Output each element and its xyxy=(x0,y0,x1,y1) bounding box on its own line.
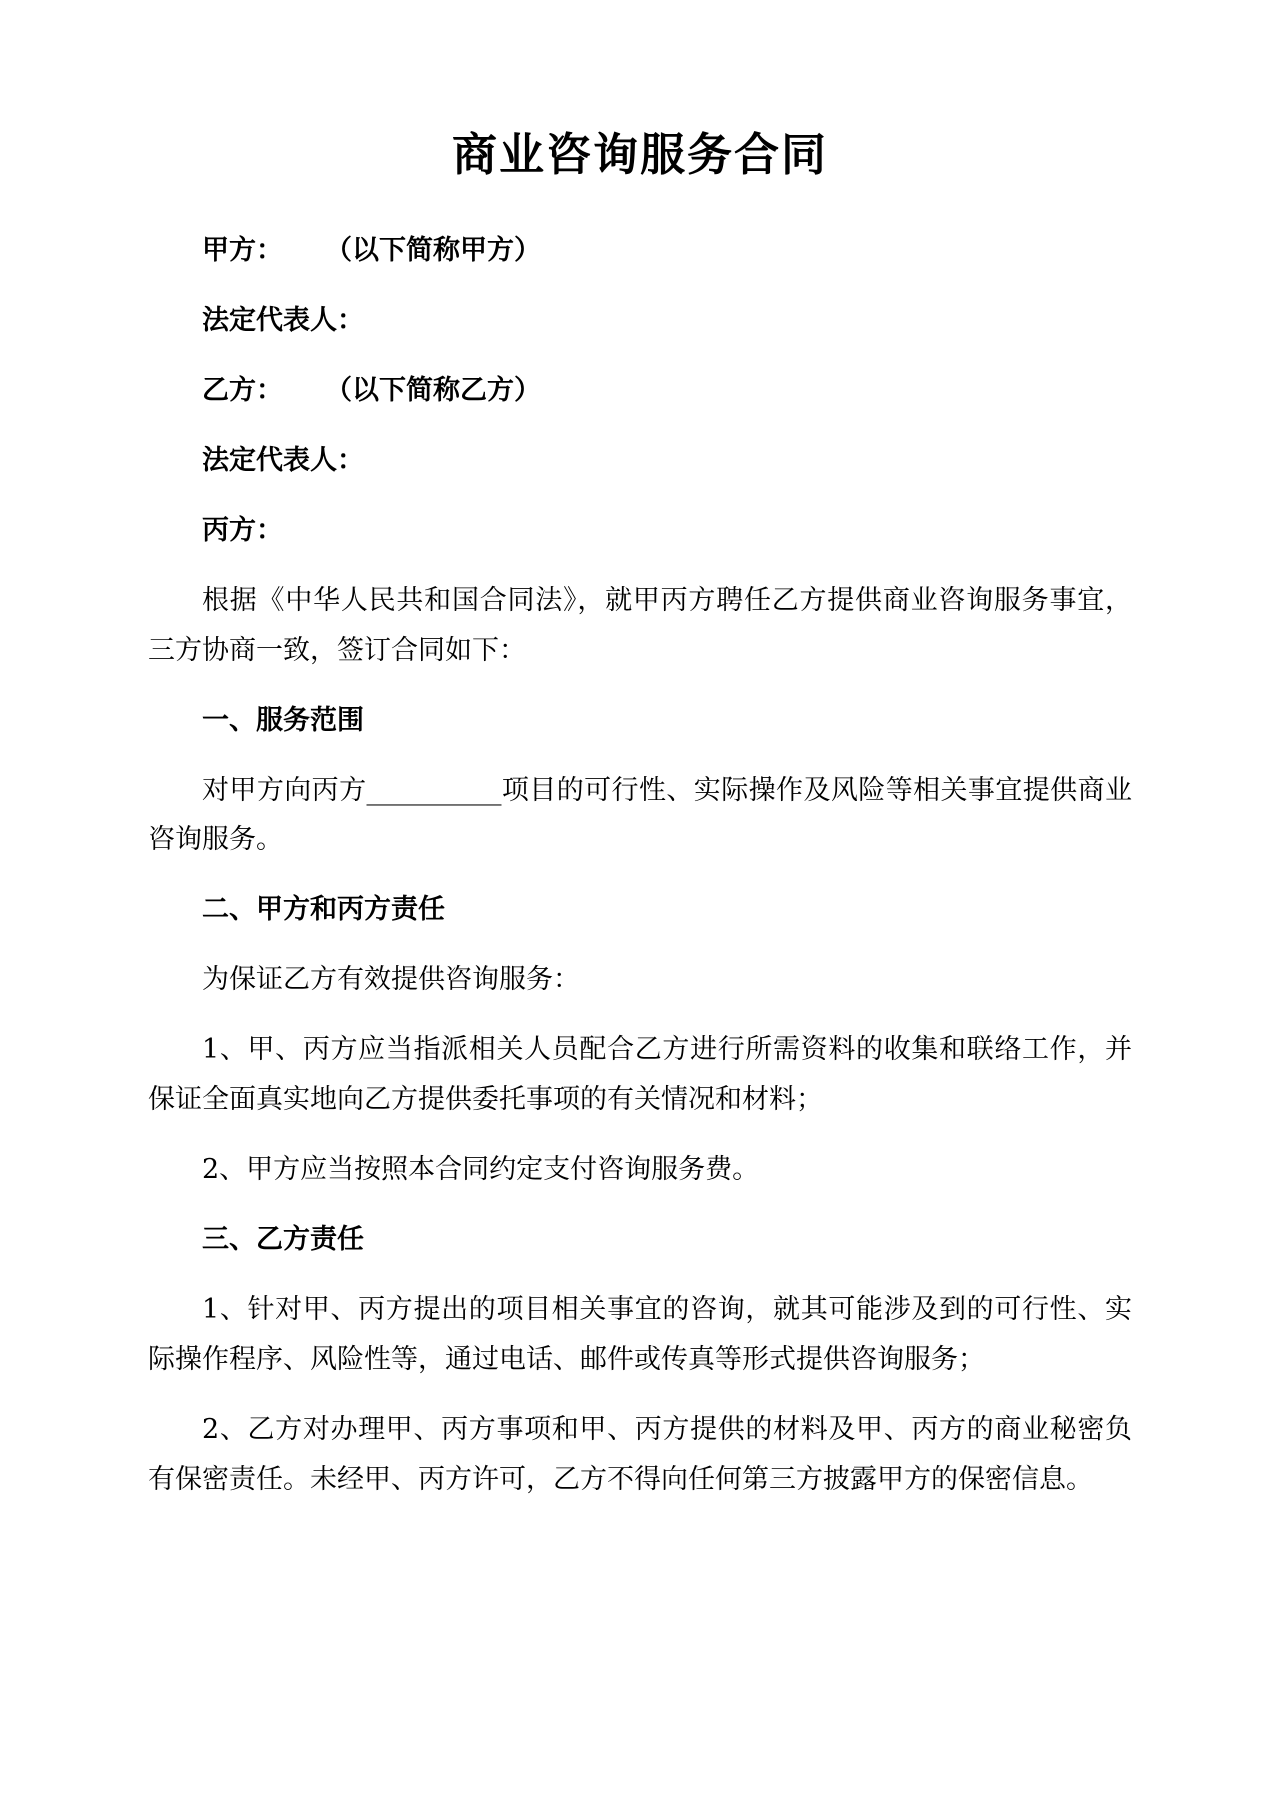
party-label: 丙方： xyxy=(202,514,283,546)
section-2-paragraph-1: 为保证乙方有效提供咨询服务： xyxy=(202,964,580,996)
preamble-paragraph: 根据《中华人民共和国合同法》，就甲丙方聘任乙方提供商业咨询服务事宜，三方协商一致，签订合同如下： xyxy=(148,584,1132,666)
party-line-legal-rep-1 xyxy=(148,296,1132,346)
party-label: 乙方： xyxy=(202,374,283,406)
section-heading-3: 三、乙方责任 xyxy=(202,1224,364,1256)
section-heading-2: 二、甲方和丙方责任 xyxy=(202,894,445,926)
party-value: （以下简称乙方） xyxy=(325,374,541,406)
section-3-paragraph-2: 2、乙方对办理甲、丙方事项和甲、丙方提供的材料及甲、丙方的商业秘密负有保密责任。未经甲、丙方许可，乙方不得向任何第三方披露甲方的保密信息。 xyxy=(148,1413,1132,1495)
party-line-legal-rep-2 xyxy=(148,436,1132,486)
party-value: （以下简称甲方） xyxy=(325,235,541,266)
section-3-paragraph-1: 1、针对甲、丙方提出的项目相关事宜的咨询，就其可能涉及到的可行性、实际操作程序、风险性等，通过电话、邮件或传真等形式提供咨询服务； xyxy=(148,1294,1132,1375)
party-line-jiafang xyxy=(148,226,1132,276)
document-body xyxy=(148,0,1132,1505)
section-2-paragraph-3: 2、甲方应当按照本合同约定支付咨询服务费。 xyxy=(202,1154,760,1186)
section-1-paragraph-1: 对甲方向丙方__________项目的可行性、实际操作及风险等相关事宜提供商业咨询服务。 xyxy=(148,774,1132,856)
party-label: 甲方： xyxy=(202,235,283,266)
page-title: 商业咨询服务合同 xyxy=(451,128,828,181)
section-2-paragraph-2: 1、甲、丙方应当指派相关人员配合乙方进行所需资料的收集和联络工作，并保证全面真实地向乙方提供委托事项的有关情况和材料； xyxy=(148,1034,1132,1116)
party-line-yifang xyxy=(148,366,1132,416)
party-label: 法定代表人： xyxy=(202,444,364,476)
section-heading-1: 一、服务范围 xyxy=(202,704,364,736)
party-line-bingfang xyxy=(148,506,1132,556)
party-label: 法定代表人： xyxy=(202,304,364,336)
